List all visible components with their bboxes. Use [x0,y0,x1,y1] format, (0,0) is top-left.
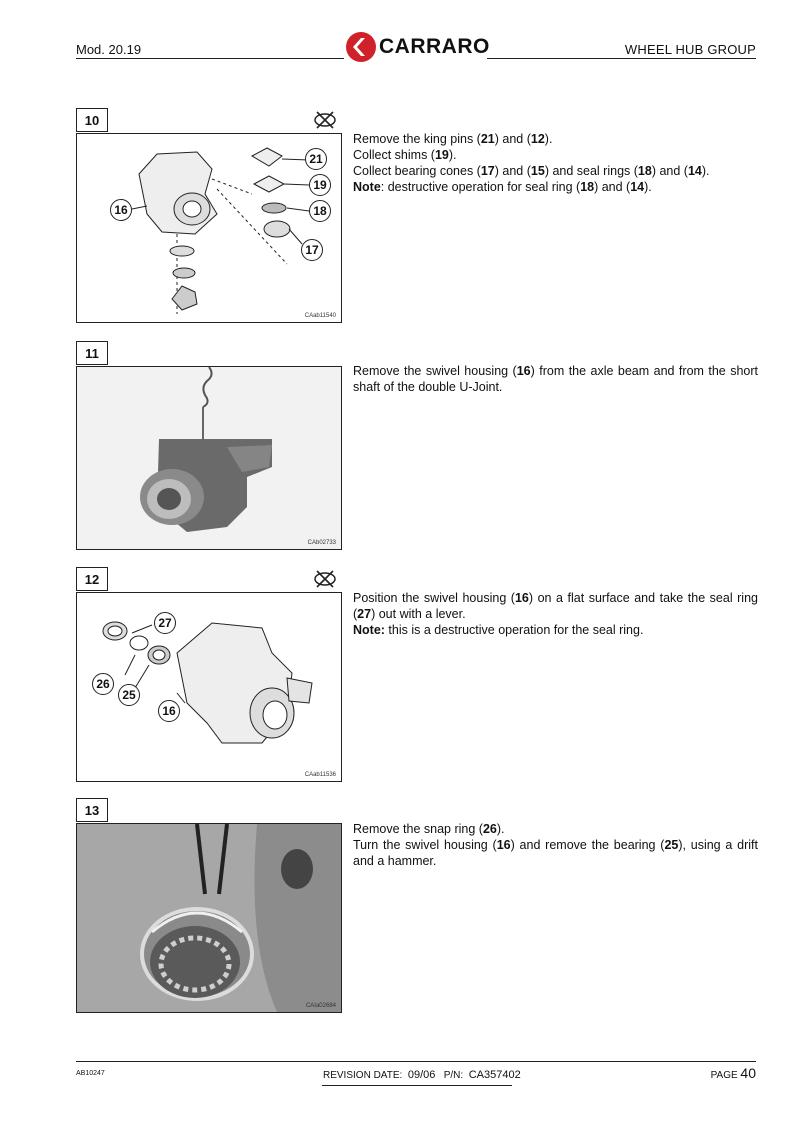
figure-step-10 [76,133,342,323]
ref-number: 14 [687,164,702,178]
figure-code: CAab11536 [304,772,336,778]
step-text-line [353,837,758,869]
page-indicator [711,1065,756,1081]
ref-number: 16 [514,591,529,605]
revision-date: 09/06 [407,1069,436,1081]
brand-logo [345,30,490,64]
text-run: ), using a drift and a hammer. [353,838,758,868]
text-run: ) from the axle beam and from the short shaft of the double U-Joint. [353,364,759,394]
section-title: WHEEL HUB GROUP [624,42,756,57]
ref-number: 17 [480,164,495,178]
step-text-line [353,131,758,147]
figure-step-13 [76,823,342,1013]
figure-code: CAab11540 [304,313,336,319]
text-run: ). [448,148,457,162]
page-number: 40 [740,1065,756,1081]
text-run: Position the swivel housing ( [353,591,515,605]
text-run: Remove the swivel housing ( [353,364,517,378]
model-label: Mod. 20.19 [76,42,142,57]
step-text [353,363,758,395]
ref-number: 18 [580,180,595,194]
ref-number: 27 [357,607,372,621]
text-run: Collect bearing cones ( [353,164,481,178]
crossed-tools-icon [313,569,337,589]
step-text-line [353,179,758,195]
step-text [353,131,758,195]
text-run: Remove the king pins ( [353,132,481,146]
text-run: Turn the swivel housing ( [353,838,497,852]
callout-27: 27 [154,612,176,634]
ref-number: 19 [434,148,449,162]
ref-number: 16 [496,838,511,852]
ref-number: 26 [482,822,497,836]
figure-code: CAIa02684 [305,1003,336,1009]
step-number: 10 [76,108,108,132]
footer-mid-rule [322,1085,512,1086]
step-number: 11 [76,341,108,365]
step-text-line [353,821,758,837]
step-number: 13 [76,798,108,822]
snap-ring-removal-photo [77,824,341,1012]
ref-number: 21 [480,132,495,146]
text-run: ). [544,132,553,146]
ref-number: 16 [516,364,531,378]
crossed-tools-icon [313,110,337,130]
brand-logo-mark-icon [345,31,377,63]
step-text [353,590,758,638]
header-rule-left [76,58,344,59]
text-run: ) and remove the bearing ( [510,838,665,852]
text-run: this is a destructive operation for the seal ring. [384,623,644,637]
footer-rule [76,1061,756,1062]
text-run: Collect shims ( [353,148,435,162]
step-text-line [353,147,758,163]
swivel-housing-hoist-photo [77,367,341,549]
brand-name: CARRARO [379,35,490,58]
text-run: ). [701,164,710,178]
text-run: ). [496,822,505,836]
step-text-line [353,622,758,638]
revision-info [323,1069,521,1081]
ref-number: Note: [353,623,385,637]
text-run: Remove the snap ring ( [353,822,483,836]
step-number: 12 [76,567,108,591]
callout-25: 25 [118,684,140,706]
text-run: ) and ( [494,132,531,146]
header-rule-right [487,58,756,59]
exploded-king-pin-drawing [77,134,341,322]
figure-code: CAb02733 [307,540,336,546]
step-text [353,821,758,869]
callout-18: 18 [309,200,331,222]
doc-code: AB10247 [76,1070,105,1077]
ref-number: 25 [664,838,679,852]
revision-label: REVISION DATE: [323,1070,403,1081]
text-run: ) out with a lever. [371,607,466,621]
ref-number: Note [353,180,381,194]
page-label: PAGE [710,1070,738,1081]
callout-26: 26 [92,673,114,695]
pn-label: P/N: [443,1070,464,1081]
text-run: ) and ( [594,180,631,194]
text-run: ) on a flat surface and take the seal ring ( [353,591,758,621]
figure-step-11 [76,366,342,550]
callout-16: 16 [110,199,132,221]
text-run: : destructive operation for seal ring ( [380,180,581,194]
callout-19: 19 [309,174,331,196]
text-run: ) and ( [651,164,688,178]
callout-21: 21 [305,148,327,170]
callout-17: 17 [301,239,323,261]
step-text-line [353,163,758,179]
text-run: ) and seal rings ( [544,164,638,178]
callout-16: 16 [158,700,180,722]
part-number: CA357402 [468,1069,521,1081]
step-text-line [353,590,758,622]
ref-number: 18 [637,164,652,178]
swivel-housing-seal-drawing [77,593,341,781]
figure-step-12 [76,592,342,782]
text-run: ). [644,180,652,194]
ref-number: 14 [630,180,645,194]
step-text-line [353,363,758,395]
text-run: ) and ( [494,164,531,178]
ref-number: 15 [530,164,545,178]
ref-number: 12 [530,132,545,146]
